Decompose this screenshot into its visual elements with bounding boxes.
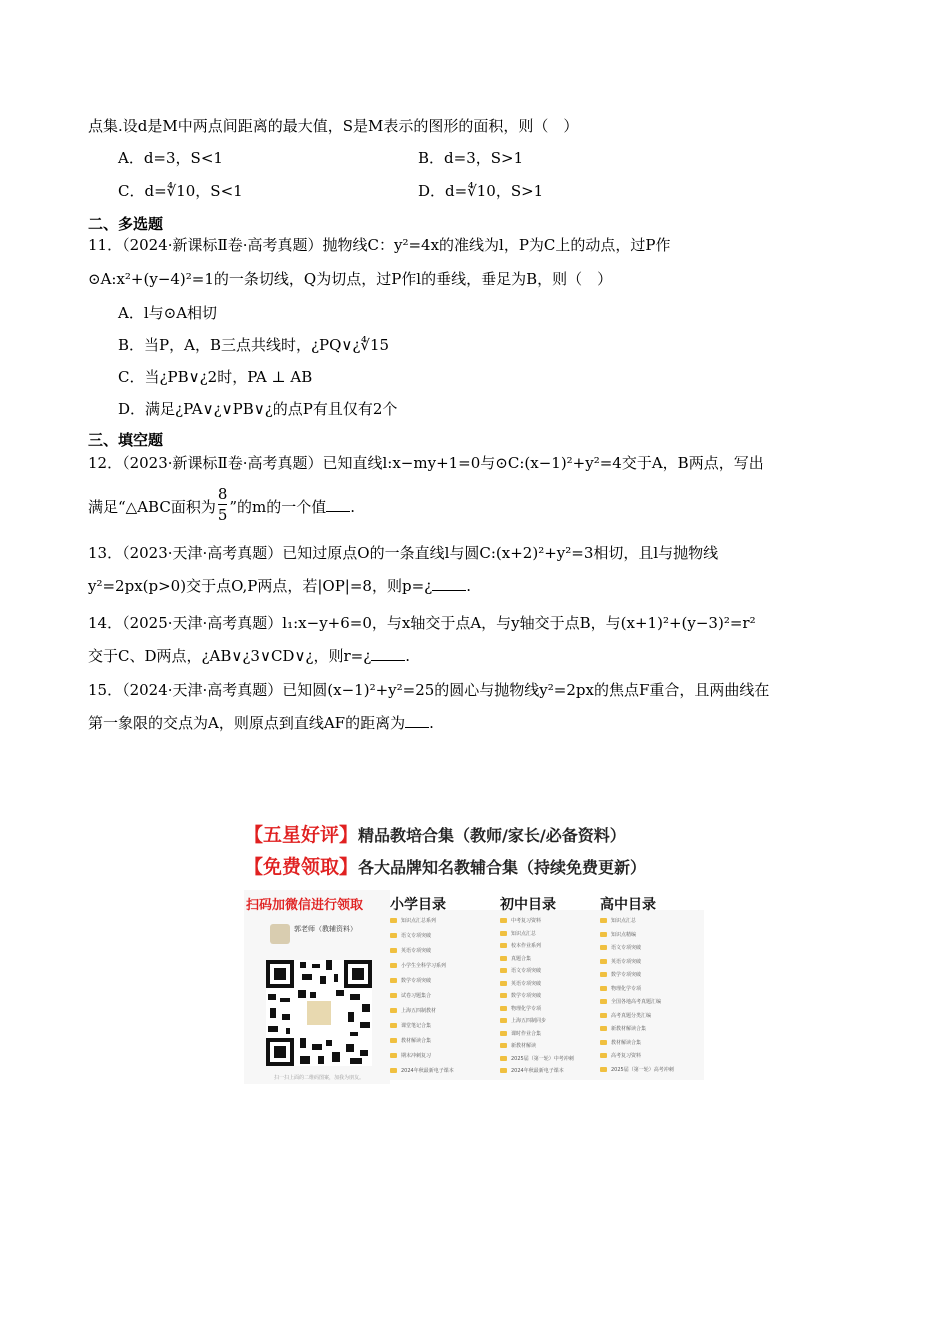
- catalog-item[interactable]: 2025届（第一轮）中考冲刺: [500, 1056, 574, 1062]
- q12-line2-pre: 满足“△ABC面积为: [88, 498, 216, 516]
- catalog-item[interactable]: 新教材解读: [500, 1043, 536, 1049]
- q12-line2: [88, 484, 355, 528]
- q15-line2-text: 第一象限的交点为A，则原点到直线AF的距离为: [88, 714, 406, 732]
- q15-answer-blank[interactable]: [405, 713, 429, 728]
- qr-hint: 扫一扫上面的二维码图案，加我为朋友。: [274, 1075, 365, 1081]
- catalog-item[interactable]: 2024年秋最新电子课本: [390, 1068, 454, 1074]
- catalog-item[interactable]: 知识点汇总系列: [390, 918, 436, 924]
- catalog-item[interactable]: 物理化学专项: [600, 986, 641, 992]
- catalog-primary-title: 小学目录: [390, 897, 446, 913]
- catalog-item[interactable]: 新教材解读合集: [600, 1026, 646, 1032]
- catalog-item[interactable]: 知识点汇总: [600, 918, 636, 924]
- catalog-item[interactable]: 小学生全科学习系列: [390, 963, 446, 969]
- catalog-middle-title: 初中目录: [500, 897, 556, 913]
- q12-line1: 12．（2023·新课标Ⅱ卷·高考真题）已知直线l:x−my+1=0与⊙C:(x−1)²+y²=4交于A，B两点，写出: [88, 454, 764, 472]
- promo-row-1-tag: 【五星好评】: [244, 824, 359, 846]
- catalog-item[interactable]: 语文专项突破: [600, 945, 641, 951]
- q11-option-a: A．l与⊙A相切: [118, 304, 218, 322]
- catalog-item[interactable]: 校本作业系列: [500, 943, 541, 949]
- catalog-item[interactable]: 2025届（第一轮）高考冲刺: [600, 1067, 674, 1073]
- catalog-panel: [390, 910, 704, 1080]
- q11-line2: ⊙A:x²+(y−4)²=1的一条切线，Q为切点，过P作l的垂线，垂足为B，则（ ）: [88, 270, 613, 288]
- catalog-item[interactable]: 物理化学专项: [500, 1006, 541, 1012]
- catalog-item[interactable]: 知识点精编: [600, 932, 636, 938]
- q12-frac-den: 5: [217, 506, 228, 524]
- catalog-item[interactable]: 课堂笔记合集: [390, 1023, 431, 1029]
- q10-option-a: A．d=3，S<1: [118, 149, 223, 167]
- section-multiple-choice: 二、多选题: [88, 215, 164, 233]
- catalog-item[interactable]: 高考真题分类汇编: [600, 1013, 651, 1019]
- catalog-item[interactable]: 英语专项突破: [390, 948, 431, 954]
- avatar: [270, 924, 290, 944]
- q13-line2-text: y²=2px(p>0)交于点O,P两点，若|OP|=8，则p=¿: [88, 577, 433, 595]
- promo-banner[interactable]: [244, 812, 710, 1086]
- promo-row-1-text: 精品教培合集（教师/家长/必备资料）: [358, 826, 626, 845]
- catalog-item[interactable]: 教材解读合集: [600, 1040, 641, 1046]
- catalog-item[interactable]: 真题合集: [500, 956, 531, 962]
- catalog-item[interactable]: 高考复习资料: [600, 1053, 641, 1059]
- q11-line1: 11．（2024·新课标Ⅱ卷·高考真题）抛物线C：y²=4x的准线为l，P为C上的动点，过P作: [88, 236, 671, 254]
- q12-fraction: [218, 484, 228, 525]
- q12-end: .: [350, 498, 356, 516]
- catalog-item[interactable]: 数学专项突破: [600, 972, 641, 978]
- catalog-high-title: 高中目录: [600, 897, 656, 913]
- catalog-item[interactable]: 语文专项突破: [390, 933, 431, 939]
- q13-line1: 13．（2023·天津·高考真题）已知过原点O的一条直线l与圆C:(x+2)²+y²=3相切，且l与抛物线: [88, 544, 719, 562]
- q13-end: .: [466, 577, 471, 595]
- promo-row-2-text: 各大品牌知名教辅合集（持续免费更新）: [358, 858, 647, 877]
- promo-row-2-tag: 【免费领取】: [244, 856, 359, 878]
- catalog-item[interactable]: 语文专项突破: [500, 968, 541, 974]
- catalog-item[interactable]: 知识点汇总: [500, 931, 536, 937]
- teacher-name: 郭老师（教辅资料）: [294, 925, 357, 933]
- q12-answer-blank[interactable]: [326, 497, 350, 512]
- catalog-item[interactable]: 课时作业合集: [500, 1031, 541, 1037]
- q14-end: .: [405, 647, 411, 665]
- catalog-item[interactable]: 英语专项突破: [500, 981, 541, 987]
- q11-option-d: D．满足¿PA∨¿∨PB∨¿的点P有且仅有2个: [118, 400, 398, 418]
- q12-frac-num: 8: [217, 485, 228, 503]
- qr-code-icon[interactable]: [266, 960, 372, 1066]
- q10-option-c: C．d=∜10，S<1: [118, 182, 243, 200]
- catalog-item[interactable]: 2024年秋最新电子课本: [500, 1068, 564, 1074]
- q11-option-b: B．当P，A，B三点共线时，¿PQ∨¿∜15: [118, 336, 390, 354]
- q10-option-d: D．d=∜10，S>1: [418, 182, 544, 200]
- catalog-item[interactable]: 试卷习题集合: [390, 993, 431, 999]
- q14-line2: [88, 645, 410, 667]
- q14-line1: 14．（2025·天津·高考真题）l₁:x−y+6=0，与x轴交于点A，与y轴交于点B，与(x+1)²+(y−3)²=r²: [88, 614, 756, 632]
- catalog-item[interactable]: 全国各地高考真题汇编: [600, 999, 661, 1005]
- section-fill-in: 三、填空题: [88, 431, 164, 449]
- scan-label: 扫码加微信进行领取: [246, 898, 364, 913]
- catalog-item[interactable]: 期末冲刺复习: [390, 1053, 431, 1059]
- q14-line2-text: 交于C、D两点，¿AB∨¿3∨CD∨¿，则r=¿: [88, 647, 372, 665]
- q11-option-c: C．当¿PB∨¿2时，PA ⊥ AB: [118, 368, 313, 386]
- promo-row-2: [244, 852, 646, 879]
- q14-answer-blank[interactable]: [371, 646, 405, 661]
- q12-line2-post: ”的m的一个值: [229, 498, 327, 516]
- q13-answer-blank[interactable]: [432, 576, 466, 591]
- q10-option-b: B．d=3，S>1: [418, 149, 524, 167]
- q10-tail: 点集.设d是M中两点间距离的最大值，S是M表示的图形的面积，则（ ）: [88, 117, 579, 135]
- catalog-item[interactable]: 数学专项突破: [390, 978, 431, 984]
- catalog-item[interactable]: 中考复习资料: [500, 918, 541, 924]
- catalog-item[interactable]: 教材解读合集: [390, 1038, 431, 1044]
- q13-line2: [88, 575, 471, 597]
- q15-end: .: [429, 714, 434, 732]
- q15-line1: 15．（2024·天津·高考真题）已知圆(x−1)²+y²=25的圆心与抛物线y²=2px的焦点F重合，且两曲线在: [88, 681, 770, 699]
- catalog-item[interactable]: 英语专项突破: [600, 959, 641, 965]
- promo-row-1: [244, 820, 626, 847]
- catalog-item[interactable]: 上海五四制同步: [500, 1018, 546, 1024]
- catalog-item[interactable]: 数学专项突破: [500, 993, 541, 999]
- q15-line2: [88, 712, 434, 734]
- catalog-item[interactable]: 上海五四制教材: [390, 1008, 436, 1014]
